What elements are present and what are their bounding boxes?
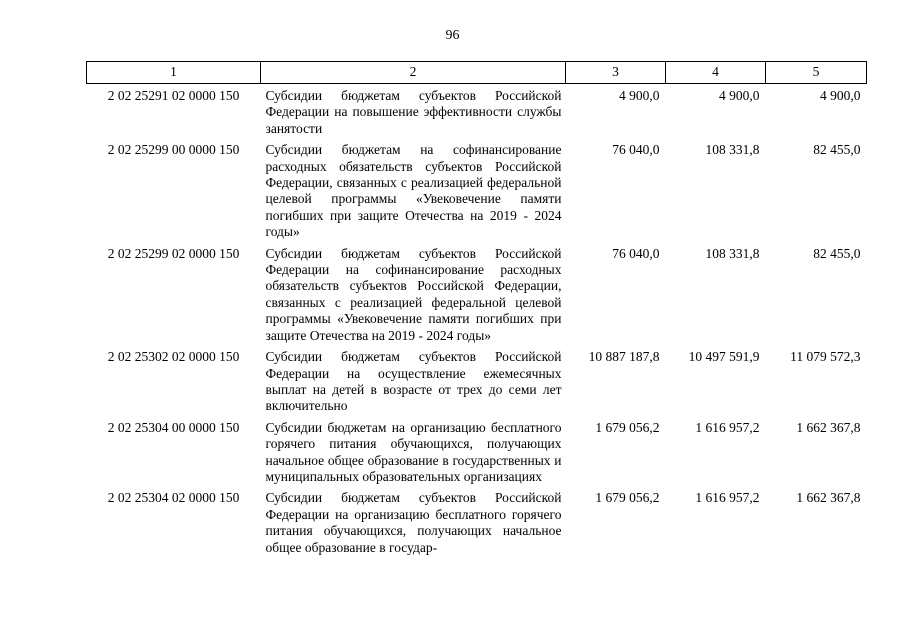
- table-row: [87, 486, 867, 557]
- header-col-3: 3: [566, 62, 666, 84]
- income-description: Субсидии бюджетам субъектов Российской Федерации на повышение эффективности службы занятости: [265, 88, 562, 136]
- income-description: Субсидии бюджетам на организацию бесплатного горячего питания обучающихся, получающих начальное общее образование в государственных и муниципальных образовательных организациях: [265, 419, 562, 484]
- table-row: [87, 84, 867, 139]
- income-code: 2 02 25291 02 0000 150: [107, 88, 240, 103]
- table-row: [87, 345, 867, 416]
- amount-col-4: 4 900,0: [719, 88, 760, 103]
- table-row: [87, 242, 867, 345]
- amount-col-3: 76 040,0: [612, 245, 660, 261]
- income-code: 2 02 25304 00 0000 150: [107, 419, 240, 435]
- amount-col-3: 76 040,0: [612, 142, 660, 158]
- header-row: [87, 62, 867, 84]
- amount-col-4: 1 616 957,2: [695, 490, 760, 506]
- header-col-1: 1: [87, 62, 261, 84]
- amount-col-5: 1 662 367,8: [796, 419, 861, 435]
- income-description: Субсидии бюджетам на софинансирование расходных обязательств субъектов Российской Федерации, связанных с реализацией федеральной целевой программы «Увековечение памяти погибших при защите Отечества на 2019 - 2024 годы»: [265, 142, 562, 240]
- amount-col-5: 4 900,0: [820, 88, 861, 103]
- amount-col-4: 1 616 957,2: [695, 419, 760, 435]
- amount-col-3: 10 887 187,8: [588, 349, 660, 365]
- amount-col-5: 11 079 572,3: [790, 349, 861, 365]
- amount-col-4: 108 331,8: [705, 245, 760, 261]
- income-code: 2 02 25299 02 0000 150: [107, 245, 240, 261]
- page-number: 96: [445, 28, 460, 43]
- income-code: 2 02 25299 00 0000 150: [107, 142, 240, 158]
- amount-col-5: 82 455,0: [813, 142, 861, 158]
- amount-col-4: 108 331,8: [705, 142, 760, 158]
- header-col-4: 4: [666, 62, 766, 84]
- amount-col-4: 10 497 591,9: [688, 349, 760, 365]
- amount-col-5: 82 455,0: [813, 245, 861, 261]
- amount-col-3: 4 900,0: [619, 88, 660, 103]
- table-row: [87, 416, 867, 487]
- header-col-2: 2: [261, 62, 566, 84]
- income-code: 2 02 25302 02 0000 150: [107, 349, 240, 365]
- income-description: Субсидии бюджетам субъектов Российской Федерации на организацию бесплатного горячего питания обучающихся, получающих начальное общее образование в государ-: [265, 490, 562, 555]
- table-header: [87, 62, 867, 84]
- table-row: [87, 138, 867, 241]
- header-col-5: 5: [766, 62, 867, 84]
- budget-table: [86, 61, 867, 557]
- amount-col-5: 1 662 367,8: [796, 490, 861, 506]
- income-description: Субсидии бюджетам субъектов Российской Федерации на софинансирование расходных обязательств субъектов Российской Федерации, связанных с реализацией федеральной целевой программы «Увековечение памяти погибших при защите Отечества на 2019 - 2024 годы»: [265, 245, 562, 343]
- table-body: [87, 84, 867, 557]
- amount-col-3: 1 679 056,2: [595, 490, 660, 506]
- amount-col-3: 1 679 056,2: [595, 419, 660, 435]
- income-code: 2 02 25304 02 0000 150: [107, 490, 240, 506]
- income-description: Субсидии бюджетам субъектов Российской Федерации на осуществление ежемесячных выплат на детей в возрасте от трех до семи лет включительно: [265, 349, 562, 414]
